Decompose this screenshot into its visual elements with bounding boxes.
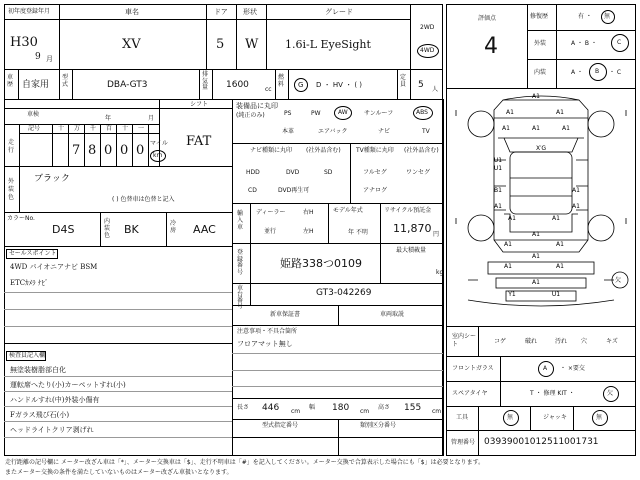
diagram-mark: A1 <box>504 241 512 248</box>
footer-line-2: またメーター交換の条件を満たしていないものはメーター改ざん車扱いとなります。 <box>5 469 233 476</box>
recycle-label: リサイクル預託金 <box>384 207 432 214</box>
length-unit: cm <box>291 408 301 415</box>
shift-value: FAT <box>186 134 212 149</box>
equipment-title: 装備品に丸印 <box>236 102 278 110</box>
interior-label: 内装 <box>534 69 547 76</box>
sales-point-line-1: 4WD パイオニアナビ BSM <box>10 263 98 271</box>
diagram-mark: A1 <box>562 125 570 132</box>
jack-selected: 無 <box>596 414 603 421</box>
diagram-mark: U1 <box>493 157 503 164</box>
diagram-mark: A1 <box>556 263 564 270</box>
mgmt-label: 管理番号 <box>451 439 476 446</box>
wheel-front-right-icon <box>588 111 614 137</box>
inspection-year-unit: 年 <box>105 115 112 122</box>
navi-cd: CD <box>248 187 257 194</box>
import-dealer: ディーラー <box>256 209 286 216</box>
usage-value: 自家用 <box>22 80 50 90</box>
drive-4wd: 4WD <box>420 47 435 54</box>
diagram-mark: A1 <box>508 215 516 222</box>
tv-oneseg: ワンセグ <box>406 169 431 176</box>
door-label: ドア <box>214 8 228 16</box>
exterior-color-label: 外装色 <box>8 178 15 201</box>
width-unit: cm <box>360 408 370 415</box>
wheel-rear-left-icon <box>468 215 494 241</box>
model-year-value: 年 不明 <box>348 229 368 236</box>
interior-a: A ・ <box>571 69 584 76</box>
equip-abs: ABS <box>416 109 428 116</box>
capacity-value: 5 <box>418 80 424 90</box>
length-label: 長さ <box>237 404 250 411</box>
diagram-mark: Y1 <box>508 291 516 298</box>
mile-label: マイル <box>150 140 168 147</box>
mileage-digit-3: 0 <box>104 143 113 158</box>
diagram-mark: A1 <box>572 187 580 194</box>
navi-title: ナビ種類に丸印 <box>250 147 293 154</box>
height-unit: cm <box>432 408 442 415</box>
tv-fullseg: フルセグ <box>363 169 387 176</box>
navi-hdd: HDD <box>246 169 260 176</box>
import-right-hand: 右H <box>303 209 314 216</box>
tools-selected: 無 <box>507 414 514 421</box>
displacement-label: 排気量 <box>202 71 209 92</box>
mileage-digit-1: 7 <box>72 143 81 158</box>
width-value: 180 <box>332 403 350 413</box>
drive-2wd: 2WD <box>420 24 435 31</box>
diagram-mark: A1 <box>494 203 502 210</box>
yen-unit: 円 <box>433 231 440 238</box>
reg-month-unit: 月 <box>46 55 53 63</box>
equip-tv: TV <box>422 128 430 135</box>
seat-ana: 穴 <box>581 338 588 345</box>
seat-kizu: キズ <box>606 338 618 345</box>
mileage-digit-5: 0 <box>136 143 145 158</box>
mileage-header-5: 十 <box>122 125 129 132</box>
reg-no-value: 姫路338つ0109 <box>280 257 362 270</box>
mileage-digit-4: 0 <box>120 143 129 158</box>
mileage-header-6: 一 <box>138 125 145 132</box>
inspector-line-2: 運転席へたり(小)カーペットすれ(小) <box>10 381 126 389</box>
wheel-rear-right-icon <box>588 215 614 241</box>
mgmt-value: 03939001012511001731 <box>484 437 599 447</box>
shape-label: 形状 <box>243 8 257 16</box>
import-left-hand: 左H <box>303 228 314 235</box>
kg-unit: kg <box>436 269 444 276</box>
usage-label: 車歴 <box>7 74 14 89</box>
equip-ps: PS <box>284 110 292 117</box>
grade-value: 1.6i-L EyeSight <box>285 38 371 51</box>
door-value: 5 <box>216 37 225 52</box>
height-label: 高さ <box>378 404 391 411</box>
equip-aw: AW <box>338 109 348 116</box>
repair-selected: 無 <box>604 13 611 20</box>
jack-label: ジャッキ <box>543 414 567 421</box>
interior-color-label: 内装色 <box>104 218 111 240</box>
inspection-label: 車検 <box>27 111 40 118</box>
seat-label: 室内シート <box>452 333 477 349</box>
car-name-label: 車名 <box>125 8 139 16</box>
recycle-value: 11,870 <box>393 222 432 235</box>
mileage-label: 走行 <box>8 139 15 154</box>
inspector-line-1: 無塗装樹脂部白化 <box>10 366 66 374</box>
diagram-mark: U1 <box>493 165 503 172</box>
car-body-outline <box>494 100 588 252</box>
import-parallel: 並行 <box>264 228 277 235</box>
model-year-label: モデル年式 <box>333 207 363 214</box>
mileage-header-2: 万 <box>74 125 81 132</box>
spare-options: T ・ 修理 KIT ・ <box>530 390 575 397</box>
diagram-mark: B1 <box>494 187 502 194</box>
diagram-mark: A1 <box>506 109 514 116</box>
front-glass-selected: A <box>543 365 548 372</box>
import-label: 輸入車 <box>237 210 244 232</box>
reg-month-value: 9 <box>35 52 41 62</box>
color-no-label: カラーNo. <box>7 215 35 222</box>
vehicle-damage-diagram <box>448 90 634 324</box>
fuel-options: D ・ HV ・ ( ) <box>316 81 363 89</box>
navi-dvd-play: DVD再生可 <box>278 187 310 194</box>
sales-points-title: セールスポイント <box>9 250 57 257</box>
diagram-mark: A1 <box>504 263 512 270</box>
diagram-mark: A1 <box>552 215 560 222</box>
diagram-mark: A1 <box>572 203 580 210</box>
diagram-mark: A1 <box>532 231 540 238</box>
diagram-mark: A1 <box>532 279 540 286</box>
exterior-selected: C <box>617 39 622 46</box>
mileage-header-0: 記号 <box>28 125 41 132</box>
repair-options: 有 ・ <box>578 13 592 20</box>
interior-color-value: BK <box>124 223 139 236</box>
ac-value: AAC <box>193 223 216 236</box>
score-value: 4 <box>484 34 498 59</box>
diagram-mark: A1 <box>532 253 540 260</box>
inspector-line-4: Fガラス飛び石(小) <box>10 411 70 419</box>
model-value: DBA-GT3 <box>107 80 148 90</box>
height-value: 155 <box>404 403 422 413</box>
length-value: 446 <box>262 403 280 413</box>
navi-sd: SD <box>324 169 333 176</box>
inspection-month-unit: 月 <box>148 115 155 122</box>
sales-point-line-2: ETCｶﾒﾗ ﾅﾋﾞ <box>10 279 49 287</box>
diagram-mark: U1 <box>551 291 561 298</box>
equip-navi: ナビ <box>378 128 391 135</box>
mileage-header-1: 十 <box>58 125 65 132</box>
front-glass-options: ・ ×要交 <box>560 365 585 372</box>
grade-label: グレード <box>325 8 353 16</box>
notes-title: 注意事項・不具合箇所 <box>237 328 298 335</box>
diagram-mark: A1 <box>556 109 564 116</box>
navi-dvd: DVD <box>286 169 300 176</box>
tv-analog: アナログ <box>363 187 388 194</box>
max-load-label: 最大積載量 <box>396 247 427 254</box>
capacity-unit: 人 <box>432 86 439 93</box>
class-no-label: 類別区分番号 <box>360 422 397 429</box>
diagram-mark: 欠 <box>614 277 622 284</box>
shift-label: シフト <box>190 101 209 108</box>
equipment-subtitle: (純正のみ) <box>236 112 265 119</box>
score-label: 評価点 <box>478 15 497 22</box>
mileage-header-3: 千 <box>90 125 97 132</box>
color-no-value: D4S <box>52 223 75 236</box>
navi-subtitle: (社外品含む) <box>306 147 341 154</box>
mileage-header-4: 百 <box>106 125 113 132</box>
inspector-title: 検査員記入欄 <box>9 352 46 359</box>
footer-line-1: 走行距離の記号欄に メーター改ざん車は「*」、メーター交換車は「$」、走行不明車は「#」を記入してください。メーター交換で合算表示した場合にも「$」は必要となります。 <box>5 459 485 466</box>
mileage-digit-2: 8 <box>88 143 97 158</box>
fuel-g: G <box>298 81 304 89</box>
spare-label: スペアタイヤ <box>452 390 488 397</box>
displacement-value: 1600 <box>226 80 249 90</box>
front-glass-label: フロントガラス <box>452 365 494 372</box>
seat-yogore: 汚れ <box>555 338 568 345</box>
wheel-front-left-icon <box>468 111 494 137</box>
reg-year-value: H30 <box>10 35 38 50</box>
chassis-label: 車台番号 <box>237 285 244 310</box>
reg-no-label: 登録番号 <box>237 249 244 276</box>
spare-selected: 欠 <box>607 390 614 397</box>
inspector-line-3: ハンドルすれ(中)外装小傷有 <box>10 396 100 404</box>
seat-koge: コゲ <box>494 338 507 345</box>
km-label: km <box>153 152 163 159</box>
color-change-note: ( ) 色替車は色替と記入 <box>112 196 175 203</box>
exterior-color-value: ブラック <box>34 174 70 184</box>
width-label: 幅 <box>309 404 316 411</box>
model-label: 型式 <box>62 74 69 89</box>
equip-airbag: エアバック <box>318 128 348 135</box>
manual: 車両取説 <box>380 311 405 318</box>
glass-mark: X′G <box>535 145 547 152</box>
diagram-mark: A1 <box>532 93 540 100</box>
interior-c: ・ C <box>609 69 622 76</box>
tv-title: TV種類に丸印 <box>356 147 394 154</box>
new-warranty: 新車保証書 <box>270 311 301 318</box>
notes-value: フロアマット無し <box>237 340 293 348</box>
tv-subtitle: (社外品含む) <box>404 147 439 154</box>
diagram-mark: A1 <box>502 125 510 132</box>
shape-value: W <box>245 37 259 52</box>
interior-selected: B <box>595 68 600 75</box>
inspector-line-5: ヘッドライトクリア剥げれ <box>10 426 94 434</box>
ac-label: 冷房 <box>170 220 177 235</box>
tools-label: 工具 <box>456 414 469 421</box>
capacity-label: 定員 <box>400 74 407 89</box>
seat-yabure: 破れ <box>525 338 538 345</box>
equip-leather: 本革 <box>282 128 295 135</box>
cc-unit: cc <box>265 86 272 93</box>
type-no-label: 型式指定番号 <box>262 422 299 429</box>
car-name-value: XV <box>122 37 141 52</box>
reg-year-label: 初年度登録年月 <box>8 8 51 15</box>
fuel-label: 燃料 <box>278 74 285 89</box>
equip-sunroof: サンルーフ <box>364 110 394 117</box>
exterior-label: 外装 <box>534 40 547 47</box>
diagram-mark: A1 <box>532 125 540 132</box>
exterior-options: A ・ B ・ <box>571 40 597 47</box>
diagram-mark: A1 <box>556 241 564 248</box>
chassis-value: GT3-042269 <box>316 288 372 298</box>
equip-pw: PW <box>311 110 321 117</box>
repair-label: 修復歴 <box>530 13 549 20</box>
